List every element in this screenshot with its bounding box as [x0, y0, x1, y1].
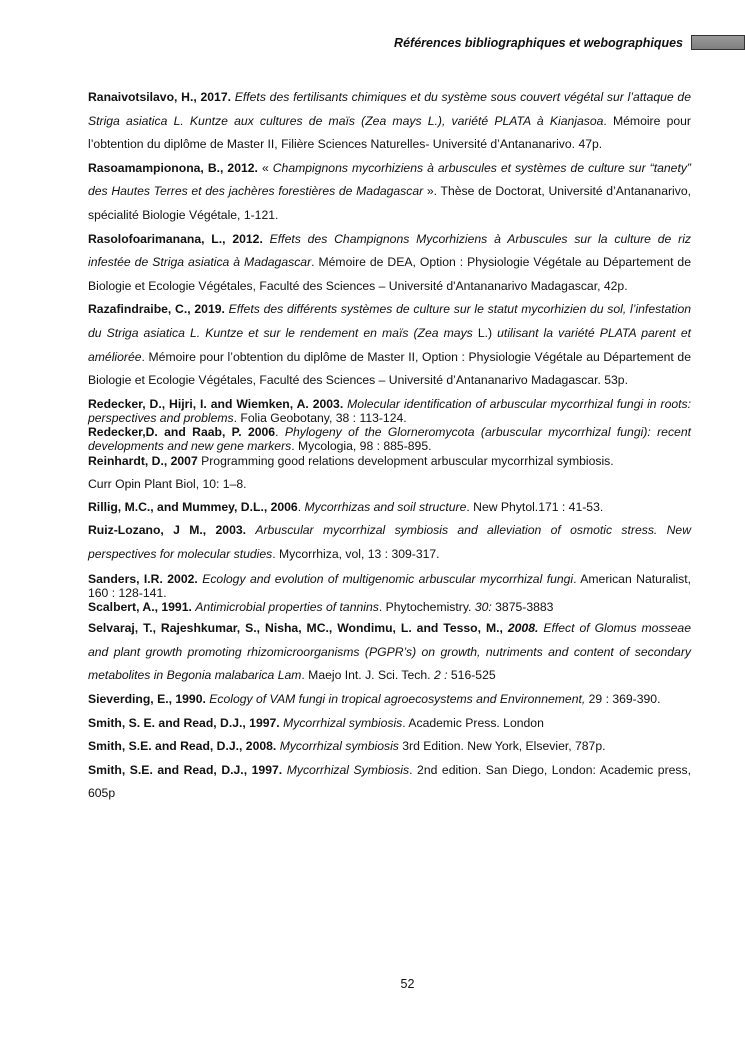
reference-entry: Rillig, M.C., and Mummey, D.L., 2006. Mycorrhizas and soil structure. New Phytol.171 : 41-53.: [88, 499, 604, 514]
reference-entry: Sieverding, E., 1990. Ecology of VAM fungi in tropical agroecosystems and Environnement, 29 : 369-390.: [88, 691, 661, 706]
header-decoration-box: [691, 35, 745, 50]
reference-entry: Smith, S. E. and Read, D.J., 1997. Mycorrhizal symbiosis. Academic Press. London: [88, 715, 544, 730]
reference-entry: Ruiz-Lozano, J M., 2003. Arbuscular mycorrhizal symbiosis and alleviation of osmotic stress. New perspectives for molecular studies. Mycorrhiza, vol, 13 : 309-317.: [88, 523, 692, 561]
reference-entry: Smith, S.E. and Read, D.J., 2008. Mycorrhizal symbiosis 3rd Edition. New York, Elsevier, 787p.: [88, 739, 606, 754]
reference-entry: Reinhardt, D., 2007 Programming good relations development arbuscular mycorrhizal symbiosis.: [88, 453, 614, 468]
reference-entry: Scalbert, A., 1991. Antimicrobial properties of tannins. Phytochemistry. 30: 3875-3883: [88, 599, 554, 614]
reference-entry: Rasoamampionona, B., 2012. « Champignons mycorhiziens à arbuscules et systèmes de culture sur “tanety” des Hautes Terres et des jachères forestières de Madagascar ». Thèse de Doctorat, Université d’Antananarivo, spécialité Biologie Végétale, 1-121.: [88, 160, 691, 222]
running-header: Références bibliographiques et webographiques: [394, 36, 683, 50]
reference-entry: Smith, S.E. and Read, D.J., 1997. Mycorrhizal Symbiosis. 2nd edition. San Diego, London: Academic press, 605p: [88, 762, 691, 801]
reference-entry: Selvaraj, T., Rajeshkumar, S., Nisha, MC., Wondimu, L. and Tesso, M., 2008. Effect of Glomus mosseae and plant growth promoting rhizomicroorganisms (PGPR’s) on growth, nutriments and content of secondary metabolites in Begonia malabarica Lam. Maejo Int. J. Sci. Tech. 2 : 516-525: [88, 621, 691, 683]
page-number: 52: [400, 977, 415, 991]
reference-entry: Redecker, D., Hijri, I. and Wiemken, A. 2003. Molecular identification of arbuscular mycorrhizal fungi in roots: perspectives and problems. Folia Geobotany, 38 : 113-124.: [88, 396, 691, 425]
reference-entry: Rasolofoarimanana, L., 2012. Effets des Champignons Mycorhiziens à Arbuscules sur la culture de riz infestée de Striga asiatica à Madagascar. Mémoire de DEA, Option : Physiologie Végétale au Département de Biologie et Ecologie Végétales, Faculté des Sciences – Université d'Antananarivo Madagascar, 42p.: [88, 231, 691, 293]
reference-list: [88, 86, 691, 806]
reference-continuation: Curr Opin Plant Biol, 10: 1–8.: [88, 476, 247, 491]
reference-entry: Ranaivotsilavo, H., 2017. Effets des fertilisants chimiques et du système sous couvert végétal sur l’attaque de Striga asiatica L. Kuntze aux cultures de maïs (Zea mays L.), variété PLATA à Kianjasoa. Mémoire pour l’obtention du diplôme de Master II, Filière Sciences Naturelles- Université d’Antananarivo. 47p.: [88, 90, 691, 152]
reference-entry: Sanders, I.R. 2002. Ecology and evolution of multigenomic arbuscular mycorrhizal fungi. American Naturalist, 160 : 128-141.: [88, 571, 692, 600]
reference-entry: Razafindraibe, C., 2019. Effets des différents systèmes de culture sur le statut mycorhizien du sol, l’infestation du Striga asiatica L. Kuntze et sur le rendement en maïs (Zea mays L.) utilisant la variété PLATA parent et améliorée. Mémoire pour l’obtention du diplôme de Master II, Option : Physiologie Végétale au Département de Biologie et Ecologie Végétales, Faculté des Sciences – Université d’Antananarivo Madagascar. 53p.: [88, 302, 692, 388]
reference-entry: Redecker,D. and Raab, P. 2006. Phylogeny of the Glorneromycota (arbuscular mycorrhizal fungi): recent developments and new gene markers. Mycologia, 98 : 885-895.: [88, 425, 691, 454]
